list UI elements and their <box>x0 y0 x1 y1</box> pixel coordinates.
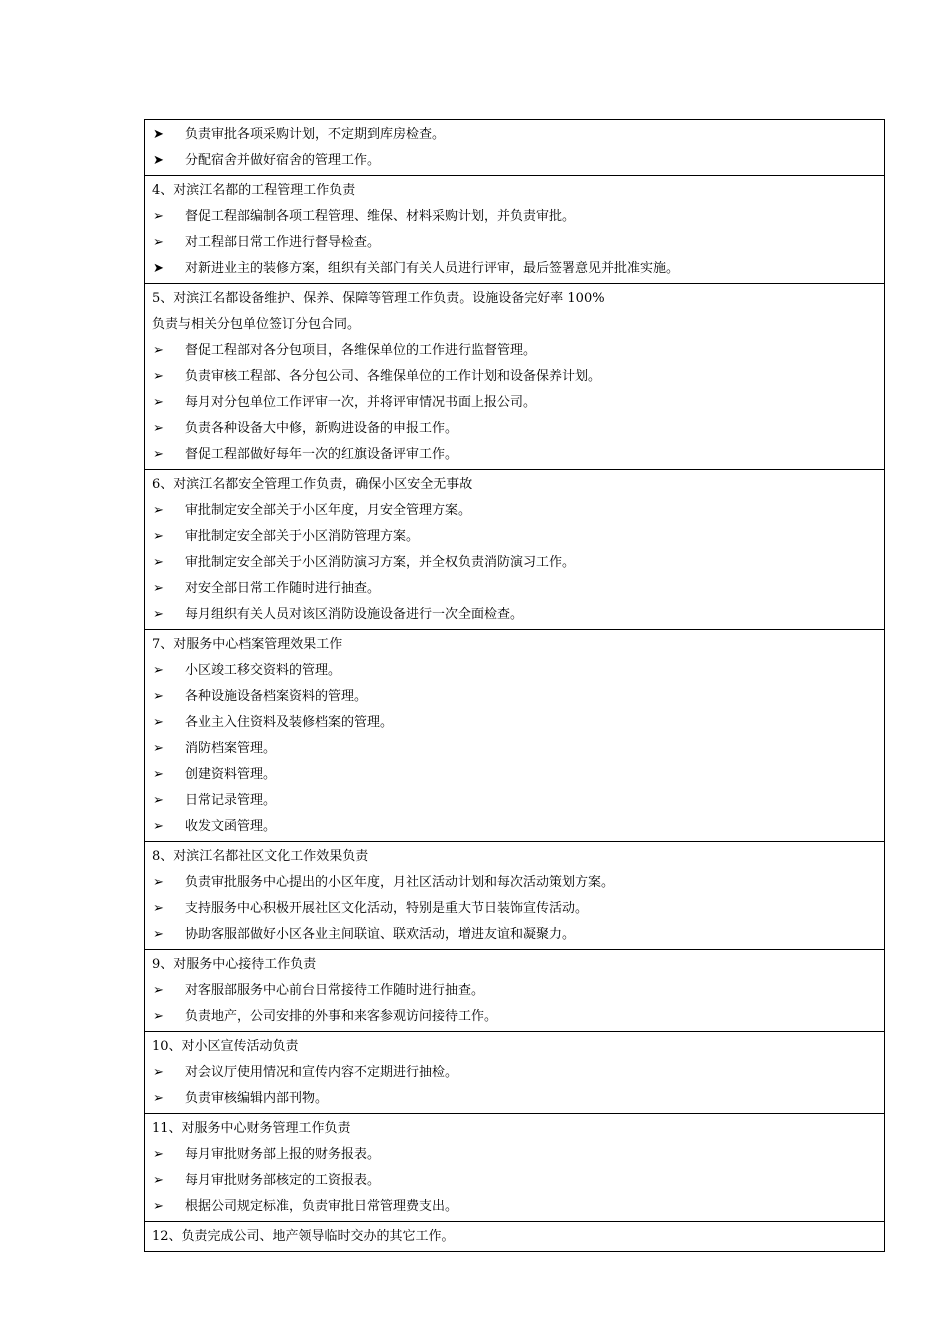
arrow-bullet-icon: ➢ <box>153 715 164 730</box>
list-item <box>145 256 884 282</box>
list-item <box>145 442 884 468</box>
list-item-text: 督促工程部编制各项工程管理、维保、材料采购计划，并负责审批。 <box>185 209 576 224</box>
list-item-text: 每月审批财务部上报的财务报表。 <box>185 1147 381 1162</box>
list-item-text: 日常记录管理。 <box>185 793 277 808</box>
arrow-bullet-icon: ➢ <box>153 1147 164 1162</box>
list-item <box>145 1168 884 1194</box>
list-item <box>145 1142 884 1168</box>
list-item <box>145 204 884 230</box>
list-item <box>145 390 884 416</box>
list-item-text: 对工程部日常工作进行督导检查。 <box>185 235 381 250</box>
arrow-bullet-icon: ➢ <box>153 663 164 678</box>
arrow-bullet-icon: ➢ <box>153 395 164 410</box>
list-item-text: 审批制定安全部关于小区消防管理方案。 <box>185 529 420 544</box>
arrow-bullet-icon: ➢ <box>153 1091 164 1106</box>
list-item <box>145 896 884 922</box>
section-heading: 7、对服务中心档案管理效果工作 <box>152 637 343 652</box>
table-section <box>145 120 884 175</box>
section-heading: 9、对服务中心接待工作负责 <box>152 957 317 972</box>
list-item-text: 对新进业主的装修方案，组织有关部门有关人员进行评审，最后签署意见并批准实施。 <box>185 261 680 276</box>
list-item-text: 每月组织有关人员对该区消防设施设备进行一次全面检查。 <box>185 607 524 622</box>
section-heading: 6、对滨江名都安全管理工作负责，确保小区安全无事故 <box>152 477 473 492</box>
list-item <box>145 736 884 762</box>
list-item-text: 审批制定安全部关于小区消防演习方案，并全权负责消防演习工作。 <box>185 555 576 570</box>
list-item <box>145 922 884 948</box>
list-item-text: 每月对分包单位工作评审一次，并将评审情况书面上报公司。 <box>185 395 537 410</box>
list-item-text: 对会议厅使用情况和宣传内容不定期进行抽检。 <box>185 1065 459 1080</box>
arrow-bullet-icon: ➤ <box>153 153 164 168</box>
section-heading: 8、对滨江名都社区文化工作效果负责 <box>152 849 369 864</box>
arrow-bullet-icon: ➢ <box>153 235 164 250</box>
table-section <box>145 469 884 629</box>
table-section <box>145 949 884 1031</box>
list-item-text: 支持服务中心积极开展社区文化活动，特别是重大节日装饰宣传活动。 <box>185 901 589 916</box>
table-section <box>145 629 884 841</box>
list-item-text: 负责地产，公司安排的外事和来客参观访问接待工作。 <box>185 1009 498 1024</box>
arrow-bullet-icon: ➢ <box>153 767 164 782</box>
list-item-text: 每月审批财务部核定的工资报表。 <box>185 1173 381 1188</box>
table-section <box>145 175 884 283</box>
arrow-bullet-icon: ➢ <box>153 901 164 916</box>
arrow-bullet-icon: ➤ <box>153 127 164 142</box>
list-item <box>145 602 884 628</box>
list-item <box>145 122 884 148</box>
list-item-text: 负责审批各项采购计划，不定期到库房检查。 <box>185 127 446 142</box>
arrow-bullet-icon: ➢ <box>153 1173 164 1188</box>
list-item <box>145 762 884 788</box>
arrow-bullet-icon: ➢ <box>153 793 164 808</box>
list-item <box>145 1086 884 1112</box>
list-item <box>145 1060 884 1086</box>
arrow-bullet-icon: ➢ <box>153 503 164 518</box>
list-item <box>145 364 884 390</box>
arrow-bullet-icon: ➢ <box>153 1199 164 1214</box>
list-item-text: 各种设施设备档案资料的管理。 <box>185 689 368 704</box>
list-item-text: 审批制定安全部关于小区年度，月安全管理方案。 <box>185 503 472 518</box>
list-item <box>145 148 884 174</box>
list-item <box>145 684 884 710</box>
arrow-bullet-icon: ➢ <box>153 741 164 756</box>
section-heading: 11、对服务中心财务管理工作负责 <box>152 1121 351 1136</box>
list-item-text: 分配宿舍并做好宿舍的管理工作。 <box>185 153 381 168</box>
arrow-bullet-icon: ➢ <box>153 1065 164 1080</box>
list-item <box>145 230 884 256</box>
arrow-bullet-icon: ➢ <box>153 875 164 890</box>
arrow-bullet-icon: ➢ <box>153 927 164 942</box>
list-item <box>145 550 884 576</box>
list-item <box>145 978 884 1004</box>
arrow-bullet-icon: ➢ <box>153 447 164 462</box>
table-section <box>145 283 884 469</box>
list-item <box>145 1004 884 1030</box>
list-item <box>145 788 884 814</box>
responsibilities-table <box>144 119 885 1252</box>
arrow-bullet-icon: ➢ <box>153 421 164 436</box>
arrow-bullet-icon: ➢ <box>153 343 164 358</box>
section-note: 负责与相关分包单位签订分包合同。 <box>152 317 361 332</box>
list-item <box>145 710 884 736</box>
section-heading: 12、负责完成公司、地产领导临时交办的其它工作。 <box>152 1229 455 1244</box>
arrow-bullet-icon: ➢ <box>153 1009 164 1024</box>
list-item <box>145 498 884 524</box>
table-section <box>145 841 884 949</box>
arrow-bullet-icon: ➢ <box>153 689 164 704</box>
list-item-text: 小区竣工移交资料的管理。 <box>185 663 342 678</box>
list-item-text: 对客服部服务中心前台日常接待工作随时进行抽查。 <box>185 983 485 998</box>
list-item-text: 负责审核工程部、各分包公司、各维保单位的工作计划和设备保养计划。 <box>185 369 602 384</box>
list-item-text: 收发文函管理。 <box>185 819 277 834</box>
table-section <box>145 1031 884 1113</box>
list-item <box>145 576 884 602</box>
list-item-text: 协助客服部做好小区各业主间联谊、联欢活动，增进友谊和凝聚力。 <box>185 927 576 942</box>
list-item <box>145 814 884 840</box>
arrow-bullet-icon: ➢ <box>153 607 164 622</box>
section-heading: 10、对小区宣传活动负责 <box>152 1039 299 1054</box>
list-item <box>145 338 884 364</box>
arrow-bullet-icon: ➤ <box>153 261 164 276</box>
list-item-text: 督促工程部对各分包项目，各维保单位的工作进行监督管理。 <box>185 343 537 358</box>
arrow-bullet-icon: ➢ <box>153 819 164 834</box>
list-item-text: 负责各种设备大中修，新购进设备的申报工作。 <box>185 421 459 436</box>
list-item <box>145 870 884 896</box>
list-item-text: 创建资料管理。 <box>185 767 277 782</box>
arrow-bullet-icon: ➢ <box>153 529 164 544</box>
list-item-text: 负责审批服务中心提出的小区年度，月社区活动计划和每次活动策划方案。 <box>185 875 615 890</box>
section-heading: 5、对滨江名都设备维护、保养、保障等管理工作负责。设施设备完好率 100% <box>152 291 605 306</box>
list-item-text: 负责审核编辑内部刊物。 <box>185 1091 329 1106</box>
list-item <box>145 1194 884 1220</box>
list-item <box>145 524 884 550</box>
arrow-bullet-icon: ➢ <box>153 581 164 596</box>
table-section <box>145 1221 884 1251</box>
arrow-bullet-icon: ➢ <box>153 209 164 224</box>
list-item-text: 各业主入住资料及装修档案的管理。 <box>185 715 394 730</box>
section-heading: 4、对滨江名都的工程管理工作负责 <box>152 183 356 198</box>
list-item-text: 根据公司规定标准，负责审批日常管理费支出。 <box>185 1199 459 1214</box>
arrow-bullet-icon: ➢ <box>153 983 164 998</box>
table-section <box>145 1113 884 1221</box>
list-item <box>145 416 884 442</box>
list-item-text: 对安全部日常工作随时进行抽查。 <box>185 581 381 596</box>
list-item-text: 督促工程部做好每年一次的红旗设备评审工作。 <box>185 447 459 462</box>
list-item-text: 消防档案管理。 <box>185 741 277 756</box>
arrow-bullet-icon: ➢ <box>153 555 164 570</box>
arrow-bullet-icon: ➢ <box>153 369 164 384</box>
list-item <box>145 658 884 684</box>
